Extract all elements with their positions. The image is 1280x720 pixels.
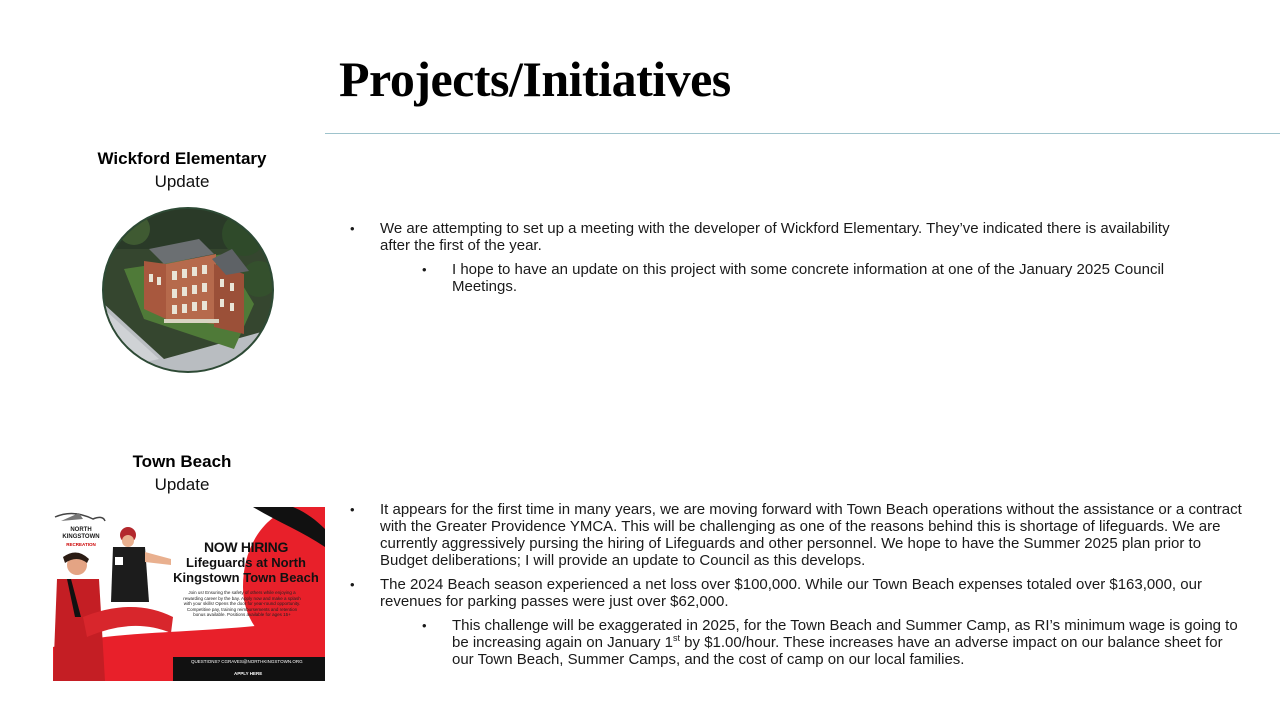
bullet-text: We are attempting to set up a meeting with the developer of Wickford Elementary. They’ve indicated there is availability after the first of the year. [380, 220, 1170, 254]
wickford-title: Wickford Elementary [97, 149, 267, 168]
bullet-glyph: • [350, 577, 355, 592]
bullet-text: This challenge will be exaggerated in 2025, for the Town Beach and Summer Camp, as RI’s minimum wage is going to be increasing again on January 1st by $1.00/hour. These increases have an adverse impact on our balance sheet for our Town Beach, Summer Camps, and the cost of camp on our local families. [452, 617, 1238, 668]
wickford-heading [62, 147, 302, 193]
bullet-text: The 2024 Beach season experienced a net loss over $100,000. While our Town Beach expenses totaled over $163,000, our revenues for parking passes were just over $62,000. [380, 576, 1202, 610]
town-beach-bullets [350, 501, 1250, 668]
lifeguards-text: Lifeguards at North Kingstown Town Beach [173, 555, 319, 585]
list-item [350, 501, 1250, 569]
wickford-bullets [350, 220, 1200, 295]
list-item [350, 576, 1250, 610]
list-item [422, 617, 1242, 668]
flyer-apply-label: APPLY HERE [228, 670, 268, 677]
town-beach-subtitle: Update [154, 475, 210, 494]
logo-subtext: RECREATION [66, 542, 96, 547]
bullet-glyph: • [422, 262, 427, 277]
list-item [350, 220, 1200, 254]
flyer-heading [171, 540, 321, 585]
town-beach-title: Town Beach [132, 452, 232, 471]
list-item [422, 261, 1182, 295]
bullet-glyph: • [422, 618, 427, 633]
bullet-text: I hope to have an update on this project with some concrete information at one of the January 2025 Council Meetings. [452, 261, 1165, 295]
flyer-fine-print: Join us! Ensuring the safety of others while enjoying a rewarding career by the bay. Apply now and make a splash with your skills! Opens the door for year-round opportunity. Competitive pay, training reimbursements and retention bonus available. Positions available for ages 15+ [183, 590, 301, 618]
bullet-glyph: • [350, 221, 355, 236]
slide-title: Projects/Initiatives [339, 51, 731, 107]
flyer-questions: QUESTIONS? CGRAVES@NORTHKINGSTOWN.ORG [188, 658, 306, 665]
bullet-text: It appears for the first time in many years, we are moving forward with Town Beach operations without the assistance or a contract with the Greater Providence YMCA. This will be challenging as one of the reasons behind this is shortage of lifeguards. We are currently aggressively pursing the hiring of Lifeguards and other personnel. We hope to have the Summer 2025 plan prior to Budget deliberations; I will provide an update to Council as this develops. [380, 501, 1242, 569]
bullet-glyph: • [350, 502, 355, 517]
title-divider [325, 133, 1280, 134]
town-beach-heading [62, 450, 302, 496]
wickford-subtitle: Update [154, 172, 210, 191]
school-building-photo [102, 207, 274, 373]
now-hiring-text: NOW HIRING [203, 539, 289, 555]
lifeguard-hiring-flyer [53, 507, 325, 681]
flyer-logo [55, 527, 107, 548]
logo-text: NORTH KINGSTOWN [62, 527, 100, 540]
